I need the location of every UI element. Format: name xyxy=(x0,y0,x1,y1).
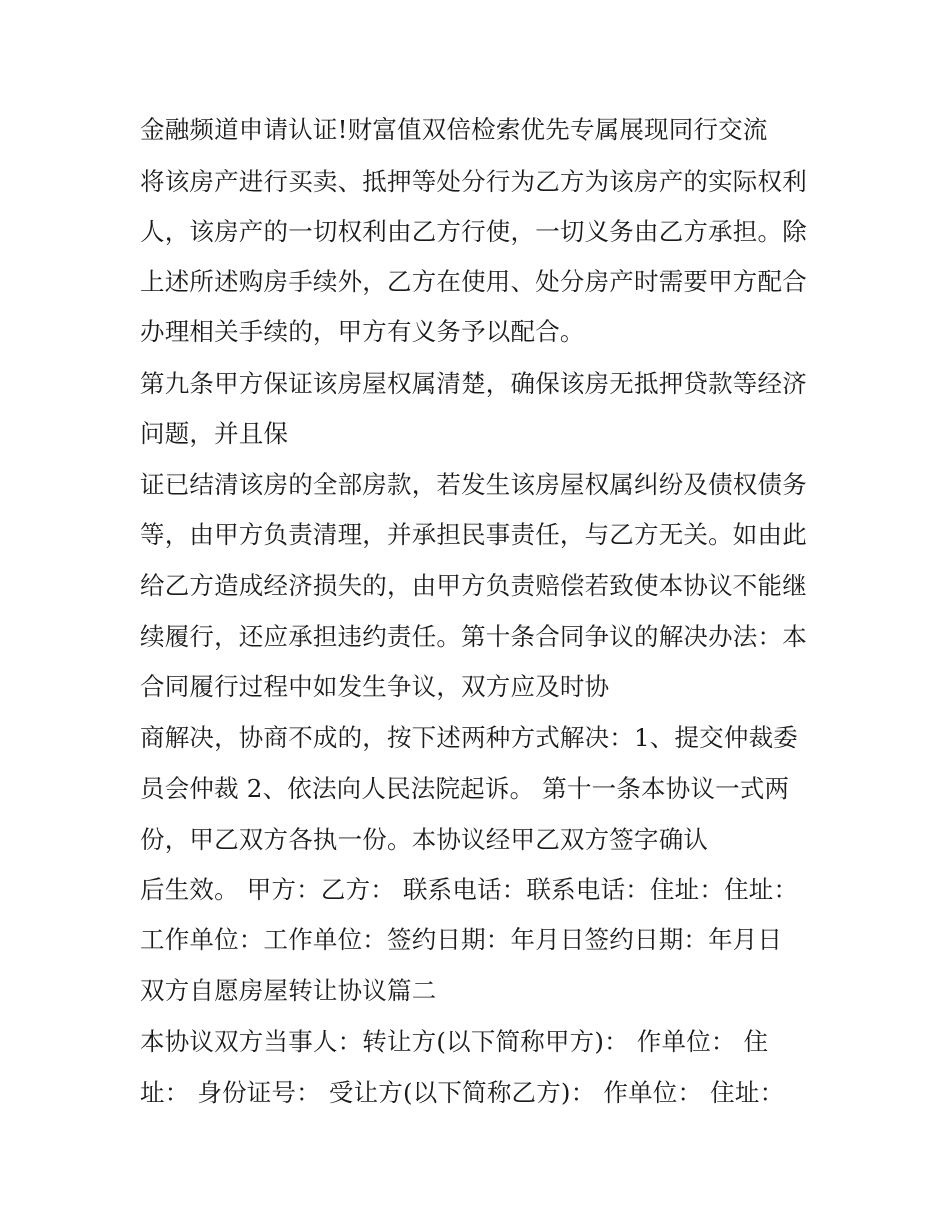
text-line-11: 续履行，还应承担违约责任。第十条合同争议的解决办法：本 xyxy=(140,622,807,651)
text-line-15: 份，甲乙双方各执一份。本协议经甲乙双方签字确认 xyxy=(140,825,709,854)
text-line-17: 工作单位：工作单位：签约日期：年月日签约日期：年月日 xyxy=(140,925,783,954)
text-line-14: 员会仲裁 2、依法向人民法院起诉。 第十一条本协议一式两 xyxy=(140,774,790,803)
text-line-4: 上述所述购房手续外，乙方在使用、处分房产时需要甲方配合 xyxy=(140,267,807,296)
text-line-12: 合同履行过程中如发生争议，双方应及时协 xyxy=(140,672,610,701)
text-line-2: 将该房产进行买卖、抵押等处分行为乙方为该房产的实际权利 xyxy=(140,167,807,196)
text-line-18: 双方自愿房屋转让协议篇二 xyxy=(140,976,437,1005)
text-line-13: 商解决，协商不成的，按下述两种方式解决：1、提交仲裁委 xyxy=(140,723,798,752)
text-line-7: 问题，并且保 xyxy=(140,419,289,448)
text-line-8: 证已结清该房的全部房款，若发生该房屋权属纠纷及债权债务 xyxy=(140,470,807,499)
text-line-19: 本协议双方当事人：转让方(以下简称甲方)： 作单位： 住 xyxy=(140,1027,769,1056)
text-line-10: 给乙方造成经济损失的，由甲方负责赔偿若致使本协议不能继 xyxy=(140,571,807,600)
text-line-6: 第九条甲方保证该房屋权属清楚，确保该房无抵押贷款等经济 xyxy=(140,369,807,398)
text-line-3: 人，该房产的一切权利由乙方行使，一切义务由乙方承担。除 xyxy=(140,217,807,246)
text-line-16: 后生效。 甲方：乙方： 联系电话：联系电话：住址：住址： xyxy=(140,875,799,904)
text-line-9: 等，由甲方负责清理，并承担民事责任，与乙方无关。如由此 xyxy=(140,520,807,549)
text-line-1: 金融频道申请认证!财富值双倍检索优先专属展现同行交流 xyxy=(140,115,768,144)
text-line-5: 办理相关手续的，甲方有义务予以配合。 xyxy=(140,317,585,346)
text-line-20: 址： 身份证号： 受让方(以下简称乙方)： 作单位： 住址： xyxy=(140,1078,785,1107)
